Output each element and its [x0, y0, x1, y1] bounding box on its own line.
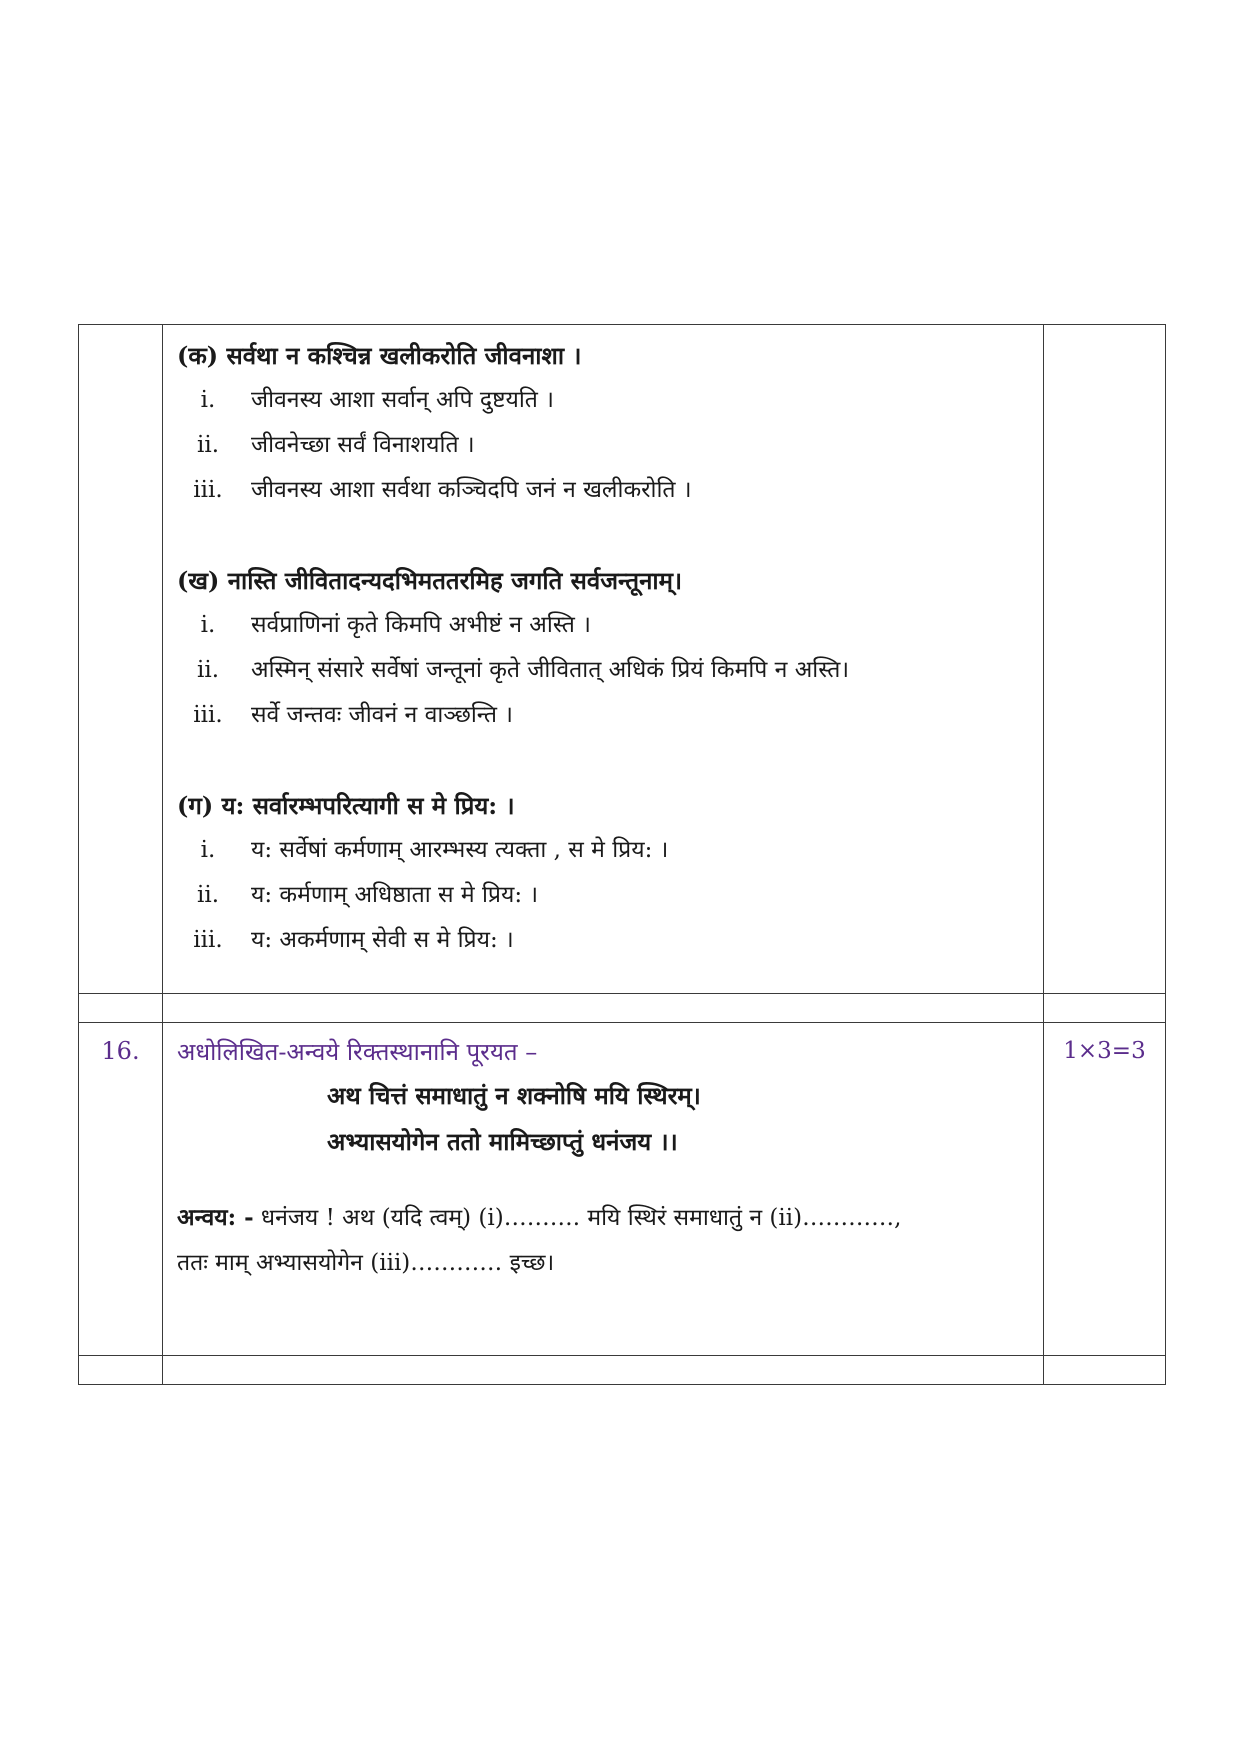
- anvaya-label: अन्वय: -: [177, 1204, 254, 1231]
- option-number: ii.: [196, 882, 220, 908]
- question-number-cell: [79, 325, 163, 994]
- anvaya-line: ततः माम् अभ्यासयोगेन (iii)………… इच्छ।: [177, 1250, 555, 1276]
- empty-cell: [1044, 994, 1166, 1023]
- table-row: [79, 325, 1166, 994]
- anvaya-block: [177, 1195, 1033, 1286]
- option-number: ii.: [196, 657, 220, 683]
- part-heading: (ख) नास्ति जीवितादन्यदभिमततरमिह जगति सर्वजन्तूनाम्।: [177, 566, 683, 595]
- part-heading: (ग) य: सर्वारम्भपरित्यागी स मे प्रिय: ।: [177, 791, 515, 820]
- option-item: [177, 378, 1033, 423]
- option-text: सर्वप्राणिनां कृते किमपि अभीष्टं न अस्ति ।: [251, 612, 591, 638]
- option-number: i.: [200, 387, 216, 413]
- option-text: जीवनस्य आशा सर्वान् अपि दुष्टयति ।: [251, 387, 554, 413]
- option-number: ii.: [196, 432, 220, 458]
- option-number: iii.: [193, 702, 223, 728]
- option-text: अस्मिन् संसारे सर्वेषां जन्तूनां कृते जीवितात् अधिकं प्रियं किमपि न अस्ति।: [251, 657, 850, 683]
- option-text: य: अकर्मणाम् सेवी स मे प्रिय: ।: [251, 927, 514, 953]
- question-number-cell: [79, 1023, 163, 1356]
- question-number: 16.: [101, 1037, 140, 1065]
- option-number: i.: [200, 612, 216, 638]
- option-item: [177, 603, 1033, 648]
- option-text: य: सर्वेषां कर्मणाम् आरम्भस्य त्यक्ता , स मे प्रिय: ।: [251, 837, 669, 863]
- verse-line: अभ्यासयोगेन ततो मामिच्छाप्तुं धनंजय ।।: [327, 1127, 678, 1156]
- empty-cell: [1044, 1356, 1166, 1385]
- option-number: iii.: [193, 927, 223, 953]
- option-number: i.: [200, 837, 216, 863]
- empty-cell: [79, 1356, 163, 1385]
- marks-value: 1×3=3: [1063, 1038, 1146, 1064]
- empty-cell: [163, 1356, 1044, 1385]
- empty-cell: [163, 994, 1044, 1023]
- anvaya-text: धनंजय ! अथ (यदि त्वम्) (i)………. मयि स्थिरं समाधातुं न (ii)…………,: [253, 1205, 902, 1231]
- table-row: [79, 1356, 1166, 1385]
- part-heading: (क) सर्वथा न कश्चिन्न खलीकरोति जीवनाशा ।: [177, 341, 582, 370]
- option-item: [177, 918, 1033, 963]
- marks-cell: [1044, 325, 1166, 994]
- empty-cell: [79, 994, 163, 1023]
- option-text: य: कर्मणाम् अधिष्ठाता स मे प्रिय: ।: [251, 882, 539, 908]
- question-content-cell: [163, 325, 1044, 994]
- option-item: [177, 873, 1033, 918]
- question-title: अधोलिखित-अन्वये रिक्तस्थानानि पूरयत –: [177, 1038, 538, 1066]
- question-content-cell: [163, 1023, 1044, 1356]
- question-table: [78, 324, 1166, 1385]
- option-item: [177, 648, 1033, 693]
- option-item: [177, 828, 1033, 873]
- option-item: [177, 423, 1033, 468]
- table-row: [79, 1023, 1166, 1356]
- table-row: [79, 994, 1166, 1023]
- anvaya-line: [177, 1195, 1033, 1241]
- option-text: जीवनस्य आशा सर्वथा कञ्चिदपि जनं न खलीकरोति ।: [251, 477, 692, 503]
- marks-cell: [1044, 1023, 1166, 1356]
- option-text: सर्वे जन्तवः जीवनं न वाञ्छन्ति ।: [251, 702, 514, 728]
- option-number: iii.: [193, 477, 223, 503]
- option-item: [177, 468, 1033, 513]
- verse-line: अथ चित्तं समाधातुं न शक्नोषि मयि स्थिरम्।: [327, 1081, 701, 1110]
- option-item: [177, 693, 1033, 738]
- option-text: जीवनेच्छा सर्वं विनाशयति ।: [251, 432, 475, 458]
